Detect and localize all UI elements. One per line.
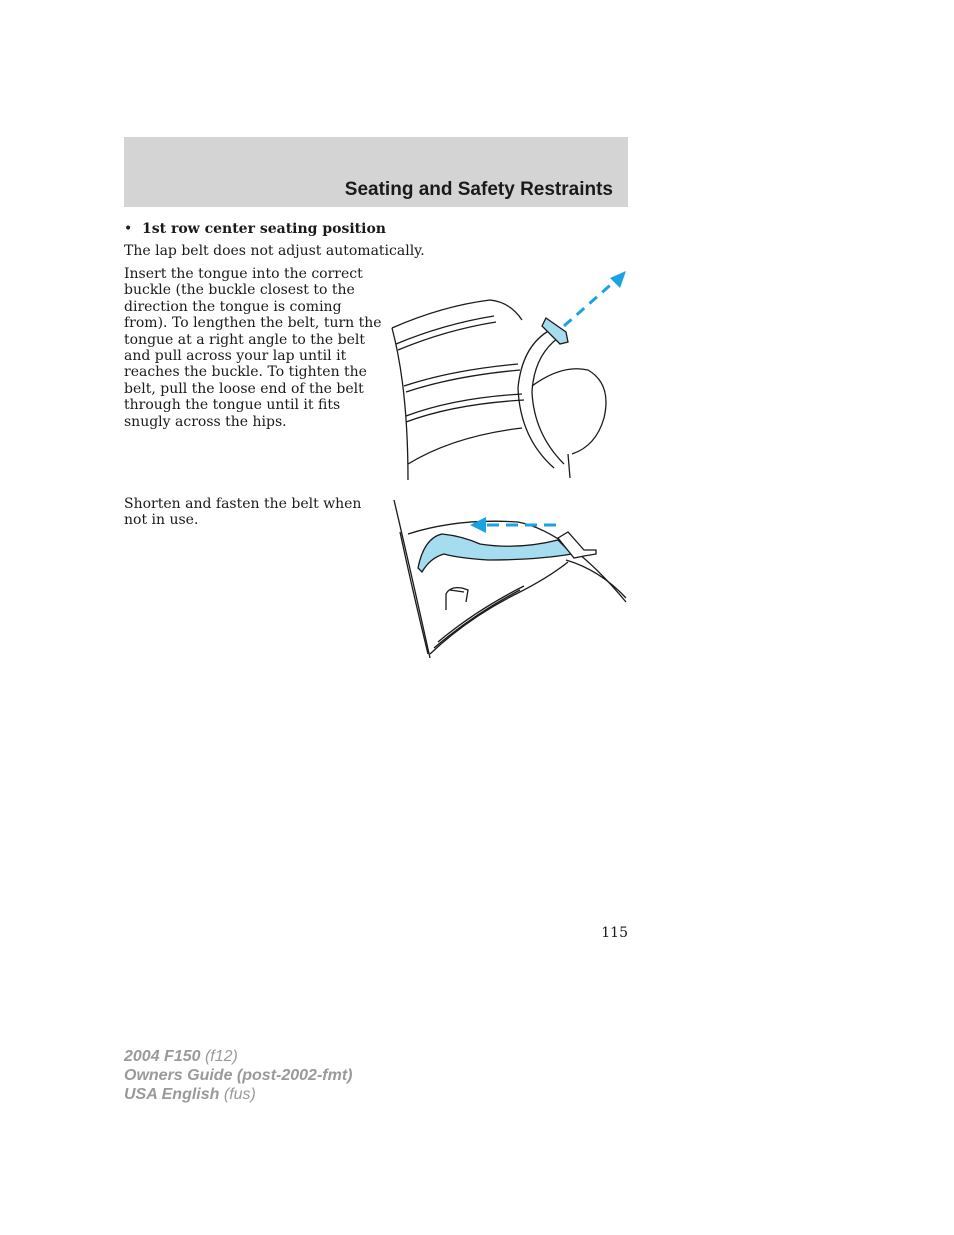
footer-language: USA English <box>124 1086 220 1103</box>
paragraph-lap-belt: The lap belt does not adjust automatically. <box>124 243 425 259</box>
page-number: 115 <box>601 925 628 941</box>
footer-line-3 <box>124 1085 352 1104</box>
section-title: Seating and Safety Restraints <box>344 179 613 200</box>
footer-model-code: (f12) <box>204 1048 238 1065</box>
footer-language-code: (fus) <box>223 1086 256 1103</box>
bullet-heading <box>124 221 386 237</box>
footer-line-1 <box>124 1047 352 1066</box>
document-footer <box>124 1047 352 1104</box>
footer-line-2 <box>124 1066 352 1085</box>
section-header-band <box>124 137 628 207</box>
bullet-heading-text: 1st row center seating position <box>142 221 386 237</box>
footer-guide: Owners Guide (post-2002-fmt) <box>124 1067 353 1084</box>
bullet-dot-icon: • <box>124 221 133 237</box>
seatbelt-shorten-illustration <box>388 498 630 664</box>
footer-model: 2004 F150 <box>124 1048 201 1065</box>
paragraph-insert-tongue: Insert the tongue into the correct buckle (the buckle closest to the direction the tongue is coming from). To lengthen the belt, turn the tongue at a right angle to the belt and pull across your lap until it reaches the buckle. To tighten the belt, pull the loose end of the belt through the tongue until it fits snugly across the hips. <box>124 266 382 430</box>
seatbelt-lengthen-illustration <box>382 268 630 486</box>
paragraph-shorten-belt: Shorten and fasten the belt when not in use. <box>124 496 362 529</box>
